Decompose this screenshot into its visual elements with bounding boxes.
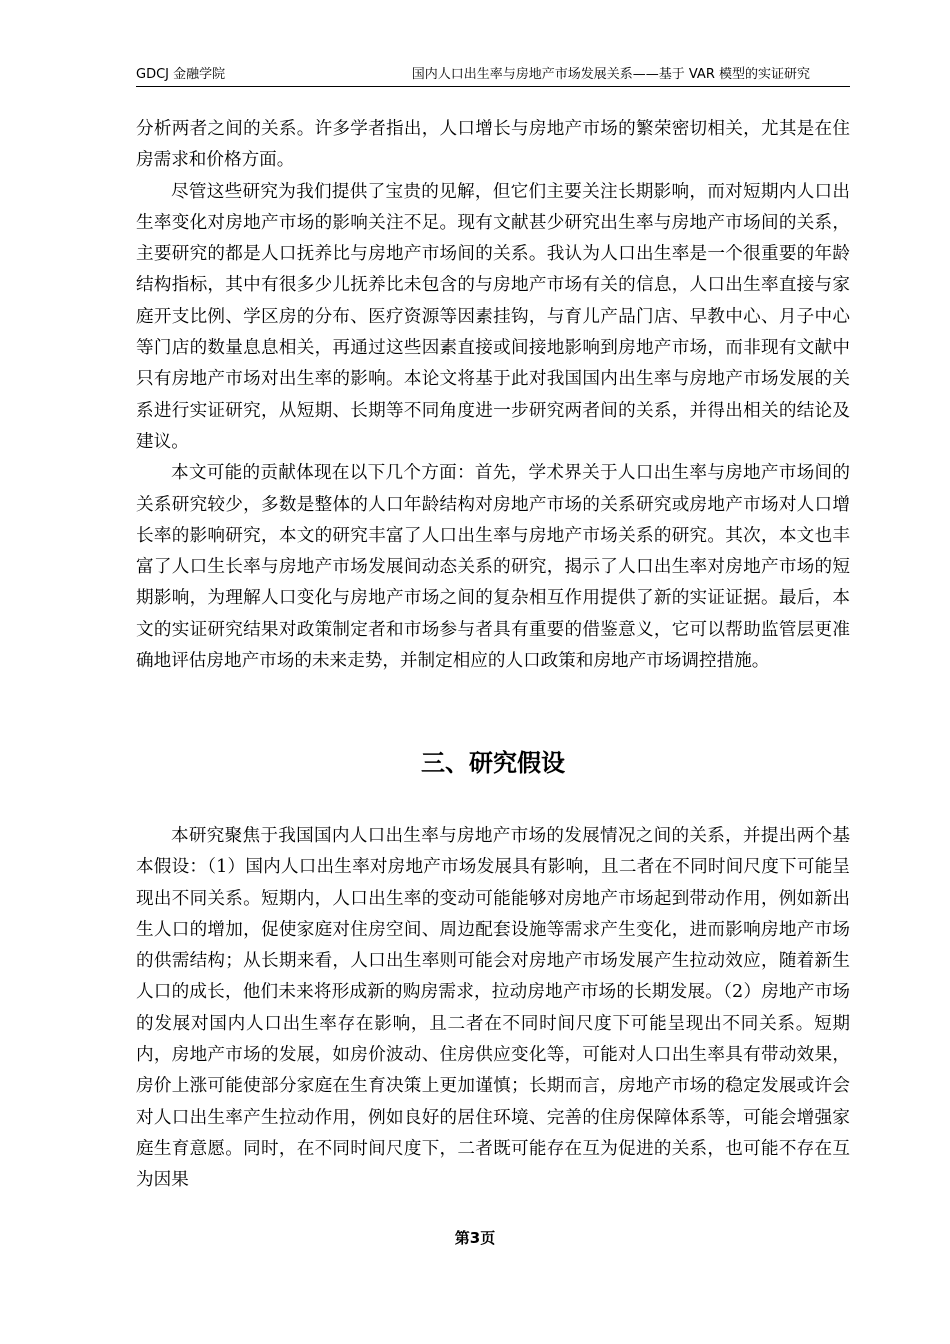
page-number: 第3页 [454, 1229, 496, 1247]
paragraph-contributions: 本文可能的贡献体现在以下几个方面：首先，学术界关于人口出生率与房地产市场间的关系研究较少，多数是整体的人口年龄结构对房地产市场的关系研究或房地产市场对人口增长率的影响研究，本文的研究丰富了人口出生率与房地产市场关系的研究。其次，本文也丰富了人口生长率与房地产市场发展间动态关系的研究，揭示了人口出生率对房地产市场的短期影响，为理解人口变化与房地产市场之间的复杂相互作用提供了新的实证证据。最后，本文的实证研究结果对政策制定者和市场参与者具有重要的借鉴意义，它可以帮助监管层更准确地评估房地产市场的未来走势，并制定相应的人口政策和房地产市场调控措施。 [136, 463, 850, 672]
section-heading: 三、研究假设 [421, 749, 565, 777]
paragraph-literature-gap: 尽管这些研究为我们提供了宝贵的见解，但它们主要关注长期影响，而对短期内人口出生率变化对房地产市场的影响关注不足。现有文献甚少研究出生率与房地产市场间的关系，主要研究的都是人口抚养比与房地产市场间的关系。我认为人口出生率是一个很重要的年龄结构指标，其中有很多少儿抚养比未包含的与房地产市场有关的信息，人口出生率直接与家庭开支比例、学区房的分布、医疗资源等因素挂钩，与育儿产品门店、早教中心、月子中心等门店的数量息息相关，再通过这些因素直接或间接地影响到房地产市场，而非现有文献中只有房地产市场对出生率的影响。本论文将基于此对我国国内出生率与房地产市场发展的关系进行实证研究，从短期、长期等不同角度进一步研究两者间的关系，并得出相关的结论及建议。 [136, 181, 850, 452]
body-text-lower [136, 821, 850, 1197]
page-header [136, 66, 850, 87]
paragraph-continued: 分析两者之间的关系。许多学者指出，人口增长与房地产市场的繁荣密切相关，尤其是在住房需求和价格方面。 [136, 119, 850, 171]
header-paper-title: 国内人口出生率与房地产市场发展关系——基于 VAR 模型的实证研究 [411, 67, 810, 82]
paragraph-hypotheses: 本研究聚焦于我国国内人口出生率与房地产市场的发展情况之间的关系，并提出两个基本假设：（1）国内人口出生率对房地产市场发展具有影响，且二者在不同时间尺度下可能呈现出不同关系。短期内，人口出生率的变动可能能够对房地产市场起到带动作用，例如新出生人口的增加，促使家庭对住房空间、周边配套设施等需求产生变化，进而影响房地产市场的供需结构；从长期来看，人口出生率则可能会对房地产市场发展产生拉动效应，随着新生人口的成长，他们未来将形成新的购房需求，拉动房地产市场的长期发展。（2）房地产市场的发展对国内人口出生率存在影响，且二者在不同时间尺度下可能呈现出不同关系。短期内，房地产市场的发展，如房价波动、住房供应变化等，可能对人口出生率具有带动效果，房价上涨可能使部分家庭在生育决策上更加谨慎；长期而言，房地产市场的稳定发展或许会对人口出生率产生拉动作用，例如良好的居住环境、完善的住房保障体系等，可能会增强家庭生育意愿。同时，在不同时间尺度下，二者既可能存在互为促进的关系，也可能不存在互为因果 [136, 826, 850, 1191]
header-school: GDCJ 金融学院 [136, 67, 226, 82]
body-text-upper [136, 114, 850, 677]
